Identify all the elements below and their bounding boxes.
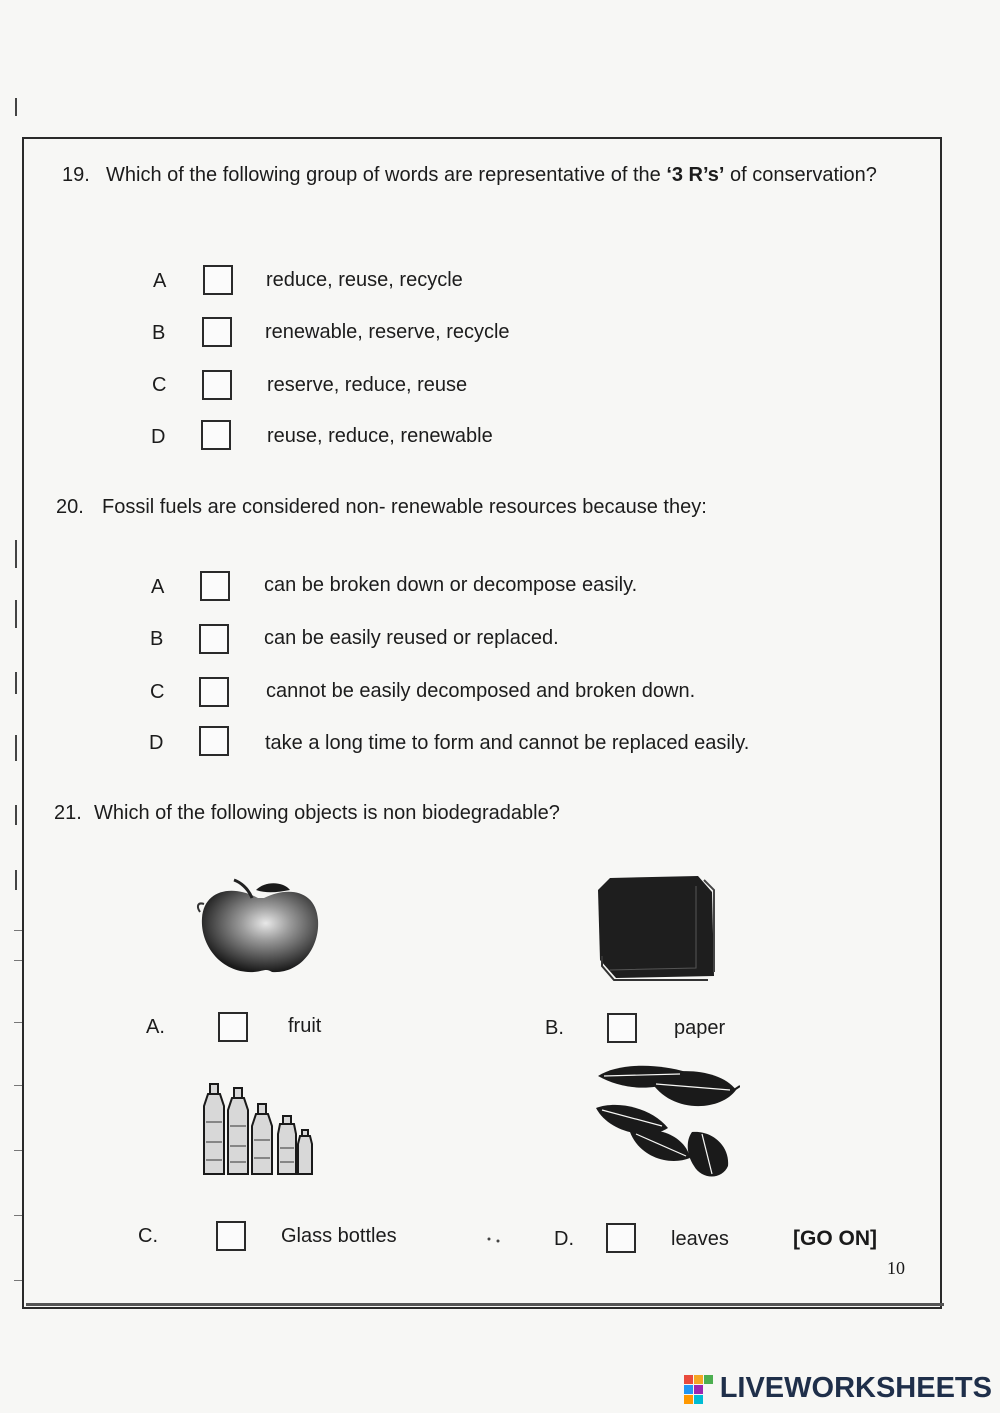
option-text: Glass bottles xyxy=(281,1225,397,1247)
option-text: leaves xyxy=(671,1228,729,1250)
option-text: fruit xyxy=(288,1015,322,1037)
margin-mark xyxy=(15,672,17,694)
option-text: take a long time to form and cannot be replaced easily. xyxy=(265,732,750,754)
option-text: paper xyxy=(674,1017,726,1039)
option-text: reuse, reduce, renewable xyxy=(267,425,493,447)
paper-stack-image xyxy=(596,860,716,982)
margin-mark xyxy=(15,540,17,568)
option-text: renewable, reserve, recycle xyxy=(265,321,510,343)
option-text: reduce, reuse, recycle xyxy=(266,269,463,291)
option-text: cannot be easily decomposed and broken down. xyxy=(266,680,696,702)
answer-checkbox[interactable] xyxy=(202,370,232,400)
option-text: can be easily reused or replaced. xyxy=(264,627,559,649)
margin-dash xyxy=(14,930,22,931)
apple-image xyxy=(192,876,328,976)
margin-dash xyxy=(14,1085,22,1086)
bottles-image xyxy=(200,1082,320,1178)
question-19-text-part: of conservation? xyxy=(724,164,877,186)
stray-mark xyxy=(486,1236,504,1244)
question-20-number: 20. xyxy=(56,496,84,518)
answer-checkbox[interactable] xyxy=(203,265,233,295)
page-frame-shadow xyxy=(26,1303,944,1306)
option-letter: D. xyxy=(554,1228,574,1250)
question-21-number: 21. xyxy=(54,802,82,824)
option-letter: B xyxy=(150,628,164,650)
margin-mark xyxy=(15,98,17,116)
margin-mark xyxy=(15,735,17,761)
answer-checkbox[interactable] xyxy=(199,677,229,707)
option-letter: A xyxy=(151,576,165,598)
option-letter: C xyxy=(150,681,165,703)
question-19-bold-term: ‘3 R’s’ xyxy=(666,164,725,186)
answer-checkbox[interactable] xyxy=(201,420,231,450)
page-frame xyxy=(22,137,942,1309)
answer-checkbox[interactable] xyxy=(200,571,230,601)
question-20-text: Fossil fuels are considered non- renewable resources because they: xyxy=(102,496,707,518)
answer-checkbox[interactable] xyxy=(199,624,229,654)
margin-mark xyxy=(15,870,17,890)
option-letter: A. xyxy=(146,1016,165,1038)
answer-checkbox[interactable] xyxy=(202,317,232,347)
option-letter: D xyxy=(149,732,164,754)
answer-checkbox[interactable] xyxy=(218,1012,248,1042)
margin-dash xyxy=(14,960,22,961)
option-letter: B xyxy=(152,322,166,344)
answer-checkbox[interactable] xyxy=(606,1223,636,1253)
option-letter: A xyxy=(153,270,167,292)
liveworksheets-logo xyxy=(682,1371,992,1405)
option-letter: D xyxy=(151,426,166,448)
question-19-text xyxy=(106,162,896,188)
question-19-text-part: Which of the following group of words are representative of the xyxy=(106,164,667,186)
option-letter: C xyxy=(152,374,167,396)
option-text: can be broken down or decompose easily. xyxy=(264,574,638,596)
liveworksheets-logo-text: LIVEWORKSHEETS xyxy=(719,1371,992,1404)
margin-dash xyxy=(14,1150,22,1151)
liveworksheets-logo-icon xyxy=(682,1371,716,1405)
option-letter: B. xyxy=(545,1017,564,1039)
question-19-number: 19. xyxy=(62,164,90,186)
margin-dash xyxy=(14,1280,22,1281)
go-on-label: [GO ON] xyxy=(793,1227,877,1250)
margin-mark xyxy=(15,600,17,628)
leaves-image xyxy=(590,1062,740,1184)
answer-checkbox[interactable] xyxy=(607,1013,637,1043)
question-21-text: Which of the following objects is non biodegradable? xyxy=(94,802,560,824)
option-text: reserve, reduce, reuse xyxy=(267,374,468,396)
margin-dash xyxy=(14,1215,22,1216)
answer-checkbox[interactable] xyxy=(216,1221,246,1251)
option-letter: C. xyxy=(138,1225,158,1247)
page-number: 10 xyxy=(887,1258,905,1278)
answer-checkbox[interactable] xyxy=(199,726,229,756)
margin-dash xyxy=(14,1022,22,1023)
margin-mark xyxy=(15,805,17,825)
